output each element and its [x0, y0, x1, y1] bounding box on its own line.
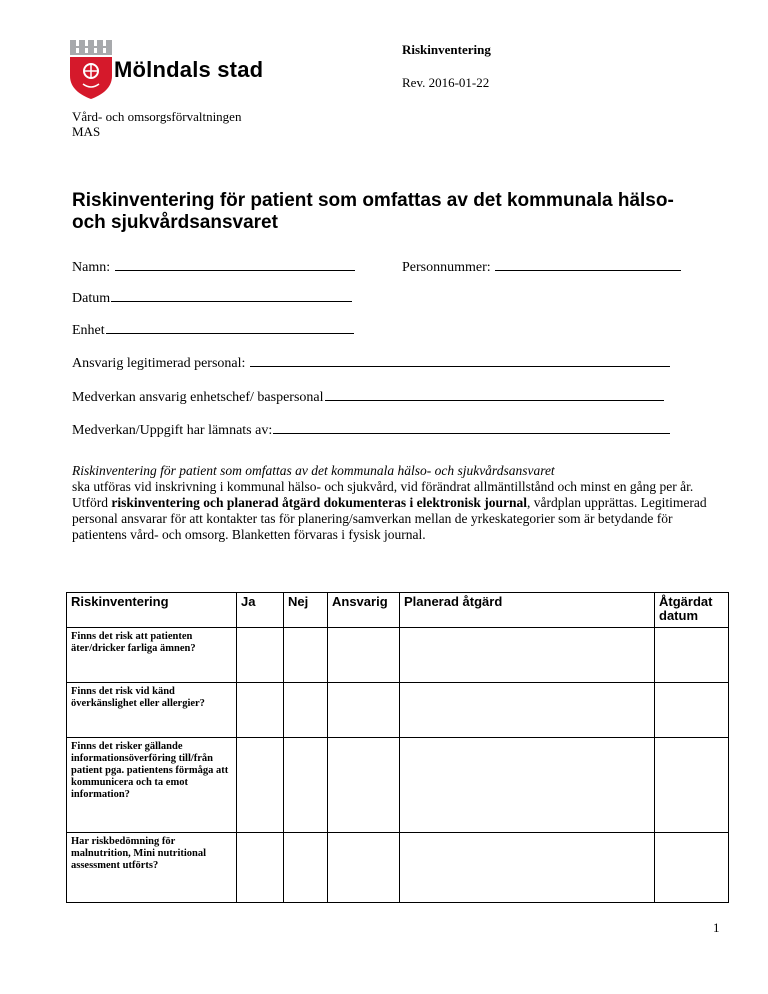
cell-atgardat-datum[interactable]: [655, 628, 729, 683]
department-name: Vård- och omsorgsförvaltningen: [72, 109, 242, 124]
cell-ja[interactable]: [237, 738, 284, 833]
datum-field[interactable]: [72, 289, 352, 307]
ansvarig-line[interactable]: [250, 354, 670, 367]
page-number: 1: [713, 920, 720, 935]
medverkan-uppgift-field[interactable]: [72, 421, 670, 439]
medverkan-chef-field[interactable]: [72, 388, 664, 406]
personnummer-label: Personnummer:: [402, 260, 491, 275]
table-row: [67, 833, 729, 903]
table-header-row: [67, 593, 729, 628]
table-row: [67, 683, 729, 738]
cell-ansvarig[interactable]: [328, 833, 400, 903]
name-label: Namn:: [72, 260, 111, 275]
document-name: Riskinventering: [402, 42, 491, 57]
cell-planerad-atgard[interactable]: [400, 833, 655, 903]
intro-italic: Riskinventering för patient som omfattas av det kommunala hälso- och sjukvårdsansvaret: [72, 463, 555, 478]
cell-planerad-atgard[interactable]: [400, 683, 655, 738]
risk-question: Finns det risker gällande informationsöverföring till/från patient pga. patientens förmåga att kommunicera och ta emot information?: [67, 738, 237, 833]
coat-of-arms-icon: [68, 38, 114, 100]
cell-nej[interactable]: [284, 628, 328, 683]
table-row: [67, 738, 729, 833]
cell-ja[interactable]: [237, 833, 284, 903]
personnummer-line[interactable]: [495, 258, 681, 271]
medverkan-chef-label: Medverkan ansvarig enhetschef/ baspersonal: [72, 390, 324, 405]
ansvarig-field[interactable]: [72, 354, 670, 372]
table-row: [67, 628, 729, 683]
cell-nej[interactable]: [284, 738, 328, 833]
cell-ansvarig[interactable]: [328, 683, 400, 738]
intro-bold: riskinventering och planerad åtgärd dokumenteras i elektronisk journal: [111, 495, 528, 510]
intro-text-1: ska utföras vid inskrivning i kommunal hälso- och sjukvård, vid förändrat allmäntillstånd och minst en gång per år. Utförd: [72, 479, 694, 510]
header-ansvarig: Ansvarig: [328, 593, 400, 628]
header-ja: Ja: [237, 593, 284, 628]
enhet-field[interactable]: [72, 321, 354, 339]
logo-text: Mölndals stad: [114, 57, 264, 82]
risk-question: Finns det risk vid känd överkänslighet eller allergier?: [67, 683, 237, 738]
header-nej: Nej: [284, 593, 328, 628]
header-riskinventering: Riskinventering: [67, 593, 237, 628]
header-planerad-atgard: Planerad åtgärd: [400, 593, 655, 628]
cell-nej[interactable]: [284, 683, 328, 738]
enhet-label: Enhet: [72, 323, 105, 338]
risk-table: [66, 592, 729, 903]
risk-question: Finns det risk att patienten äter/dricker farliga ämnen?: [67, 628, 237, 683]
personnummer-field[interactable]: [402, 258, 681, 276]
cell-ansvarig[interactable]: [328, 628, 400, 683]
medverkan-uppgift-line[interactable]: [273, 421, 670, 434]
cell-ja[interactable]: [237, 628, 284, 683]
page-title: Riskinventering för patient som omfattas av det kommunala hälso- och sjukvårdsansvaret: [72, 190, 674, 233]
medverkan-chef-line[interactable]: [325, 388, 664, 401]
revision-date: Rev. 2016-01-22: [402, 75, 490, 90]
cell-planerad-atgard[interactable]: [400, 738, 655, 833]
datum-line[interactable]: [111, 289, 352, 302]
name-line[interactable]: [115, 258, 355, 271]
header-atgardat-datum: Åtgärdat datum: [655, 593, 729, 628]
cell-atgardat-datum[interactable]: [655, 833, 729, 903]
risk-question: Har riskbedömning för malnutrition, Mini nutritional assessment utförts?: [67, 833, 237, 903]
intro-text-2: , vårdplan upprättas. Legitimerad personal ansvarar för att kontakter tas för planering/samverkan mellan de yrkeskategorier som är betydande för patientens vård- och omsorg. Blanketten förvaras i fysisk journal.: [72, 495, 707, 542]
intro-paragraph: [72, 463, 720, 543]
cell-nej[interactable]: [284, 833, 328, 903]
cell-ja[interactable]: [237, 683, 284, 738]
datum-label: Datum: [72, 291, 111, 306]
department-unit: MAS: [72, 124, 101, 139]
cell-planerad-atgard[interactable]: [400, 628, 655, 683]
name-field[interactable]: [72, 258, 355, 276]
cell-ansvarig[interactable]: [328, 738, 400, 833]
enhet-line[interactable]: [106, 321, 354, 334]
medverkan-uppgift-label: Medverkan/Uppgift har lämnats av:: [72, 423, 273, 438]
ansvarig-label: Ansvarig legitimerad personal:: [72, 356, 246, 371]
cell-atgardat-datum[interactable]: [655, 683, 729, 738]
cell-atgardat-datum[interactable]: [655, 738, 729, 833]
